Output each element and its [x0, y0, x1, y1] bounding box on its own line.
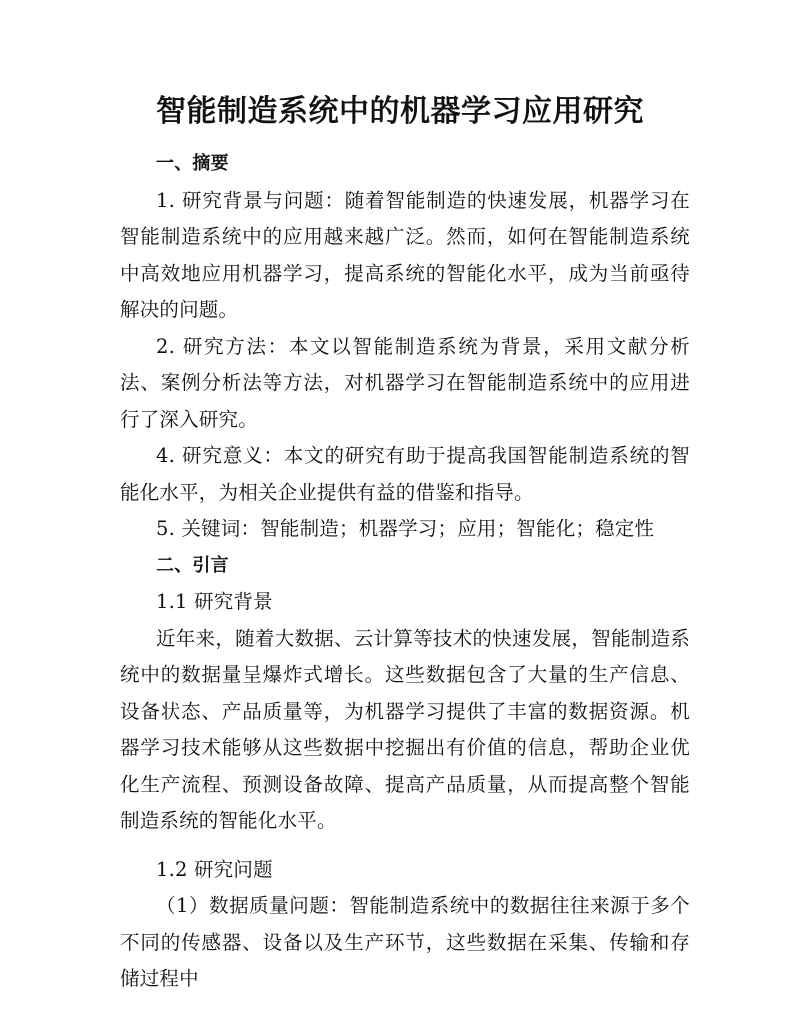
paragraph-spacer [120, 840, 690, 852]
abstract-item-background: 1. 研究背景与问题：随着智能制造的快速发展，机器学习在智能制造系统中的应用越来越广泛。然而，如何在智能制造系统中高效地应用机器学习，提高系统的智能化水平，成为当前亟待解决的问题。 [120, 188, 690, 321]
section-heading-introduction: 二、引言 [156, 554, 229, 576]
document-title: 智能制造系统中的机器学习应用研究 [156, 94, 644, 129]
paragraph-background: 近年来，随着大数据、云计算等技术的快速发展，智能制造系统中的数据量呈爆炸式增长。这些数据包含了大量的生产信息、设备状态、产品质量等，为机器学习提供了丰富的数据资源。机器学习技术能够从这些数据中挖掘出有价值的信息，帮助企业优化生产流程、预测设备故障、提高产品质量，从而提高整个智能制造系统的智能化水平。 [120, 626, 690, 832]
subsection-heading-problems: 1.2 研究问题 [156, 857, 273, 881]
paragraph-data-quality: （1）数据质量问题：智能制造系统中的数据往往来源于多个不同的传感器、设备以及生产环节，这些数据在采集、传输和存储过程中 [120, 894, 690, 990]
abstract-item-significance: 4. 研究意义：本文的研究有助于提高我国智能制造系统的智能化水平，为相关企业提供有益的借鉴和指导。 [120, 444, 690, 504]
abstract-item-method: 2. 研究方法：本文以智能制造系统为背景，采用文献分析法、案例分析法等方法，对机器学习在智能制造系统中的应用进行了深入研究。 [120, 334, 690, 431]
section-heading-abstract: 一、摘要 [156, 153, 229, 174]
abstract-item-keywords: 5. 关键词：智能制造；机器学习；应用；智能化；稳定性 [156, 517, 655, 540]
document-body [120, 146, 690, 998]
subsection-heading-background: 1.1 研究背景 [156, 590, 273, 613]
